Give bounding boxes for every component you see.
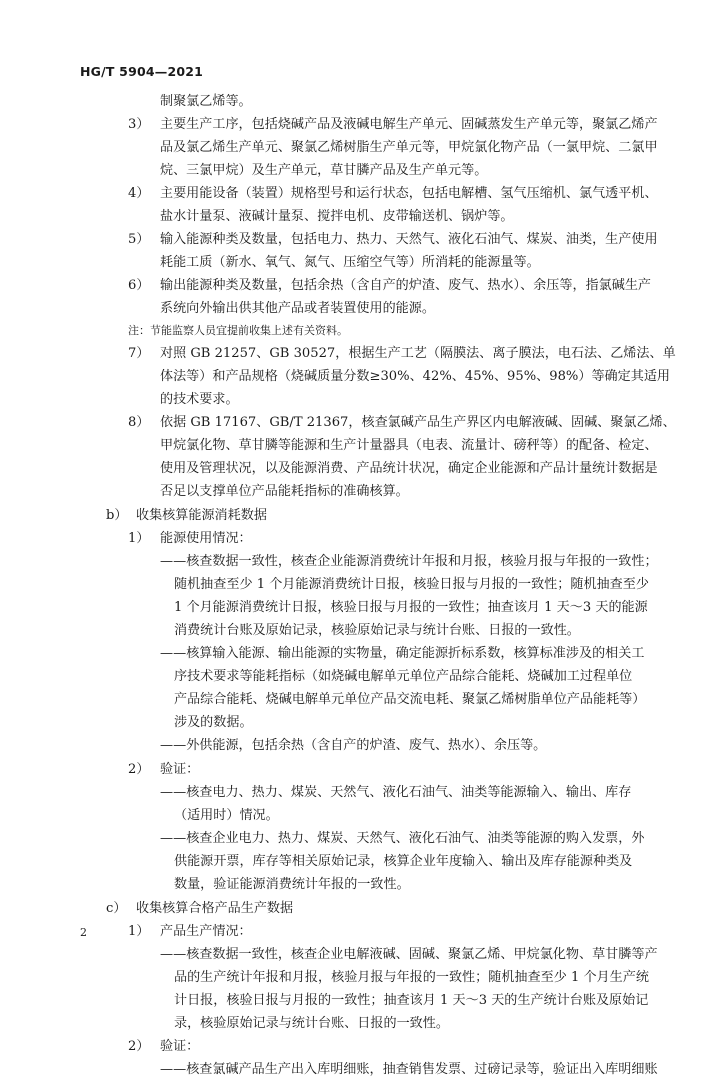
subheading: 验证： [160,1039,200,1054]
text-line: 涉及的数据。 [174,715,253,730]
item-marker: 8） [128,415,150,430]
standard-code-header: HG/T 5904—2021 [80,64,204,79]
text-line: 否足以支撑单位产品能耗指标的准确核算。 [160,484,409,499]
text-line: 序技术要求等能耗指标（如烧碱电解单元单位产品综合能耗、烧碱加工过程单位 [174,669,633,684]
dash-item: ——核查数据一致性，核查企业电解液碱、固碱、聚氯乙烯、甲烷氯化物、草甘膦等产 [160,947,658,962]
text-line: 烷、三氯甲烷）及生产单元，草甘膦产品及生产单元等。 [160,163,488,178]
text-line: 计日报，核验日报与月报的一致性；抽查该月 1 天～3 天的生产统计台账及原始记 [174,993,649,1008]
text-line: 品及氯乙烯生产单元、聚氯乙烯树脂生产单元等，甲烷氯化物产品（一氯甲烷、二氯甲 [160,140,658,155]
text-line: 使用及管理状况，以及能源消费、产品统计状况，确定企业能源和产品计量统计数据是 [160,461,658,476]
section-heading: 收集核算能源消耗数据 [136,508,267,523]
item-marker: 3） [128,117,150,132]
text-line: 甲烷氯化物、草甘膦等能源和生产计量器具（电表、流量计、磅秤等）的配备、检定、 [160,438,658,453]
subheading: 产品生产情况： [160,924,252,939]
text-line: 盐水计量泵、液碱计量泵、搅拌电机、皮带输送机、锅炉等。 [160,209,514,224]
note-line: 注：节能监察人员宜提前收集上述有关资料。 [128,324,348,337]
item-marker: 1） [128,531,150,546]
subheading: 能源使用情况： [160,531,252,546]
dash-item: ——核算输入能源、输出能源的实物量，确定能源折标系数，核算标准涉及的相关工 [160,646,645,661]
item-marker: 1） [128,924,150,939]
item-marker: 6） [128,278,150,293]
text-line: 的技术要求。 [160,392,239,407]
text-line: 对照 GB 21257、GB 30527，根据生产工艺（隔膜法、离子膜法，电石法、乙烯法、单 [160,346,676,361]
page-number: 2 [80,926,87,939]
dash-item: ——核查企业电力、热力、煤炭、天然气、液化石油气、油类等能源的购入发票，外 [160,831,645,846]
item-marker: 2） [128,762,150,777]
dash-item: ——外供能源，包括余热（含自产的炉渣、废气、热水）、余压等。 [160,738,547,753]
text-line: 品的生产统计年报和月报，核验月报与年报的一致性；随机抽查至少 1 个月生产统 [174,970,649,985]
text-line: 主要生产工序，包括烧碱产品及液碱电解生产单元、固碱蒸发生产单元等，聚氯乙烯产 [160,117,658,132]
text-line: 1 个月能源消费统计日报，核验日报与月报的一致性；抽查该月 1 天～3 天的能源 [174,600,648,615]
subheading: 验证： [160,762,200,777]
text-line: 供能源开票，库存等相关原始记录，核算企业年度输入、输出及库存能源种类及 [174,854,633,869]
item-marker: 5） [128,232,150,247]
item-marker: 2） [128,1039,150,1054]
text-line: 输出能源种类及数量，包括余热（含自产的炉渣、废气、热水）、余压等，指氯碱生产 [160,278,652,293]
section-heading: 收集核算合格产品生产数据 [136,901,294,916]
text-line: （适用时）情况。 [174,808,279,823]
dash-item: ——核查数据一致性，核查企业能源消费统计年报和月报，核验月报与年报的一致性； [160,554,658,569]
text-line: 输入能源种类及数量，包括电力、热力、天然气、液化石油气、煤炭、油类，生产使用 [160,232,658,247]
section-marker: c） [106,901,127,916]
text-line: 随机抽查至少 1 个月能源消费统计日报，核验日报与月报的一致性；随机抽查至少 [174,577,649,592]
item-marker: 7） [128,346,150,361]
text-line: 系统向外输出供其他产品或者装置使用的能源。 [160,301,435,316]
text-line: 消费统计台账及原始记录，核验原始记录与统计台账、日报的一致性。 [174,623,580,638]
text-line: 制聚氯乙烯等。 [160,94,252,109]
dash-item: ——核查氯碱产品生产出入库明细账，抽查销售发票、过磅记录等，验证出入库明细账 [160,1062,658,1077]
text-line: 耗能工质（新水、氧气、氮气、压缩空气等）所消耗的能源量等。 [160,255,540,270]
text-line: 数量，验证能源消费统计年报的一致性。 [174,877,410,892]
text-line: 依据 GB 17167、GB/T 21367，核查氯碱产品生产界区内电解液碱、固碱、聚氯乙烯、 [160,415,676,430]
text-line: 录，核验原始记录与统计台账、日报的一致性。 [174,1016,449,1031]
text-line: 体法等）和产品规格（烧碱质量分数≥30%、42%、45%、95%、98%）等确定其适用 [160,369,671,384]
item-marker: 4） [128,186,150,201]
section-marker: b） [106,508,128,523]
dash-item: ——核查电力、热力、煤炭、天然气、液化石油气、油类等能源输入、输出、库存 [160,785,632,800]
text-line: 产品综合能耗、烧碱电解单元单位产品交流电耗、聚氯乙烯树脂单位产品能耗等） [174,692,646,707]
text-line: 主要用能设备（装置）规格型号和运行状态，包括电解槽、氢气压缩机、氯气透平机、 [160,186,658,201]
